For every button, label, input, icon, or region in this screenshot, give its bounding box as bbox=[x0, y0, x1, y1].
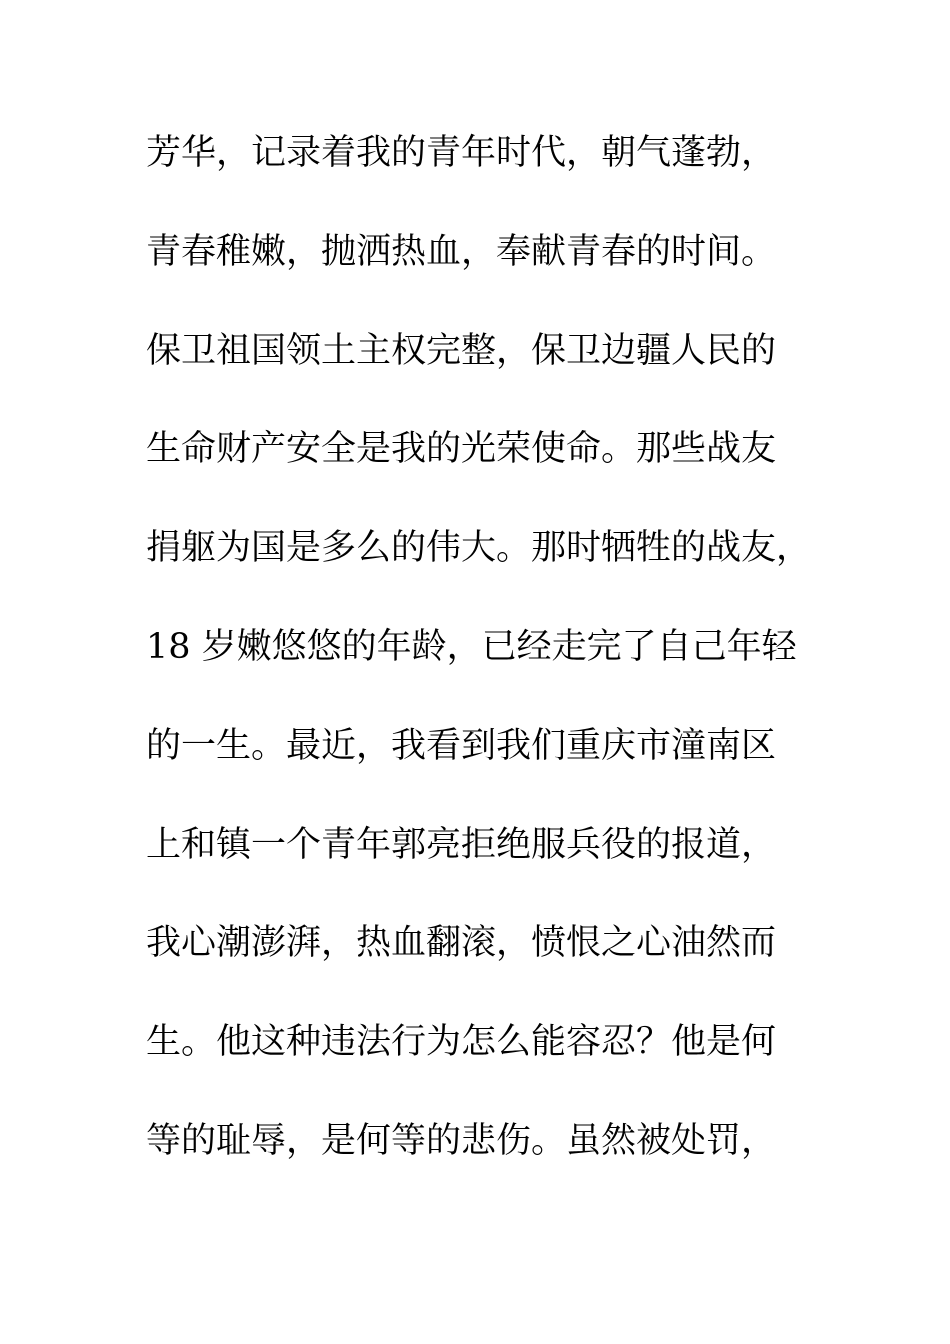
text-line: 的一生。最近，我看到我们重庆市潼南区 bbox=[146, 725, 777, 766]
body-text bbox=[146, 125, 846, 1212]
text-line: 18 岁嫩悠悠的年龄，已经走完了自己年轻 bbox=[146, 626, 797, 667]
text-line: 捐躯为国是多么的伟大。那时牺牲的战友， bbox=[146, 528, 812, 569]
text-line: 等的耻辱，是何等的悲伤。虽然被处罚， bbox=[146, 1120, 777, 1161]
text-line: 芳华，记录着我的青年时代，朝气蓬勃， bbox=[146, 133, 777, 173]
text-line: 生命财产安全是我的光荣使命。那些战友 bbox=[146, 429, 777, 470]
text-line: 生。他这种违法行为怎么能容忍？他是何 bbox=[146, 1022, 777, 1063]
text-line: 青春稚嫩，抛洒热血，奉献青春的时间。 bbox=[146, 231, 777, 272]
text-line: 上和镇一个青年郭亮拒绝服兵役的报道， bbox=[146, 824, 777, 865]
text-line: 保卫祖国领土主权完整，保卫边疆人民的 bbox=[146, 330, 777, 371]
text-line: 我心潮澎湃，热血翻滚，愤恨之心油然而 bbox=[146, 923, 777, 964]
